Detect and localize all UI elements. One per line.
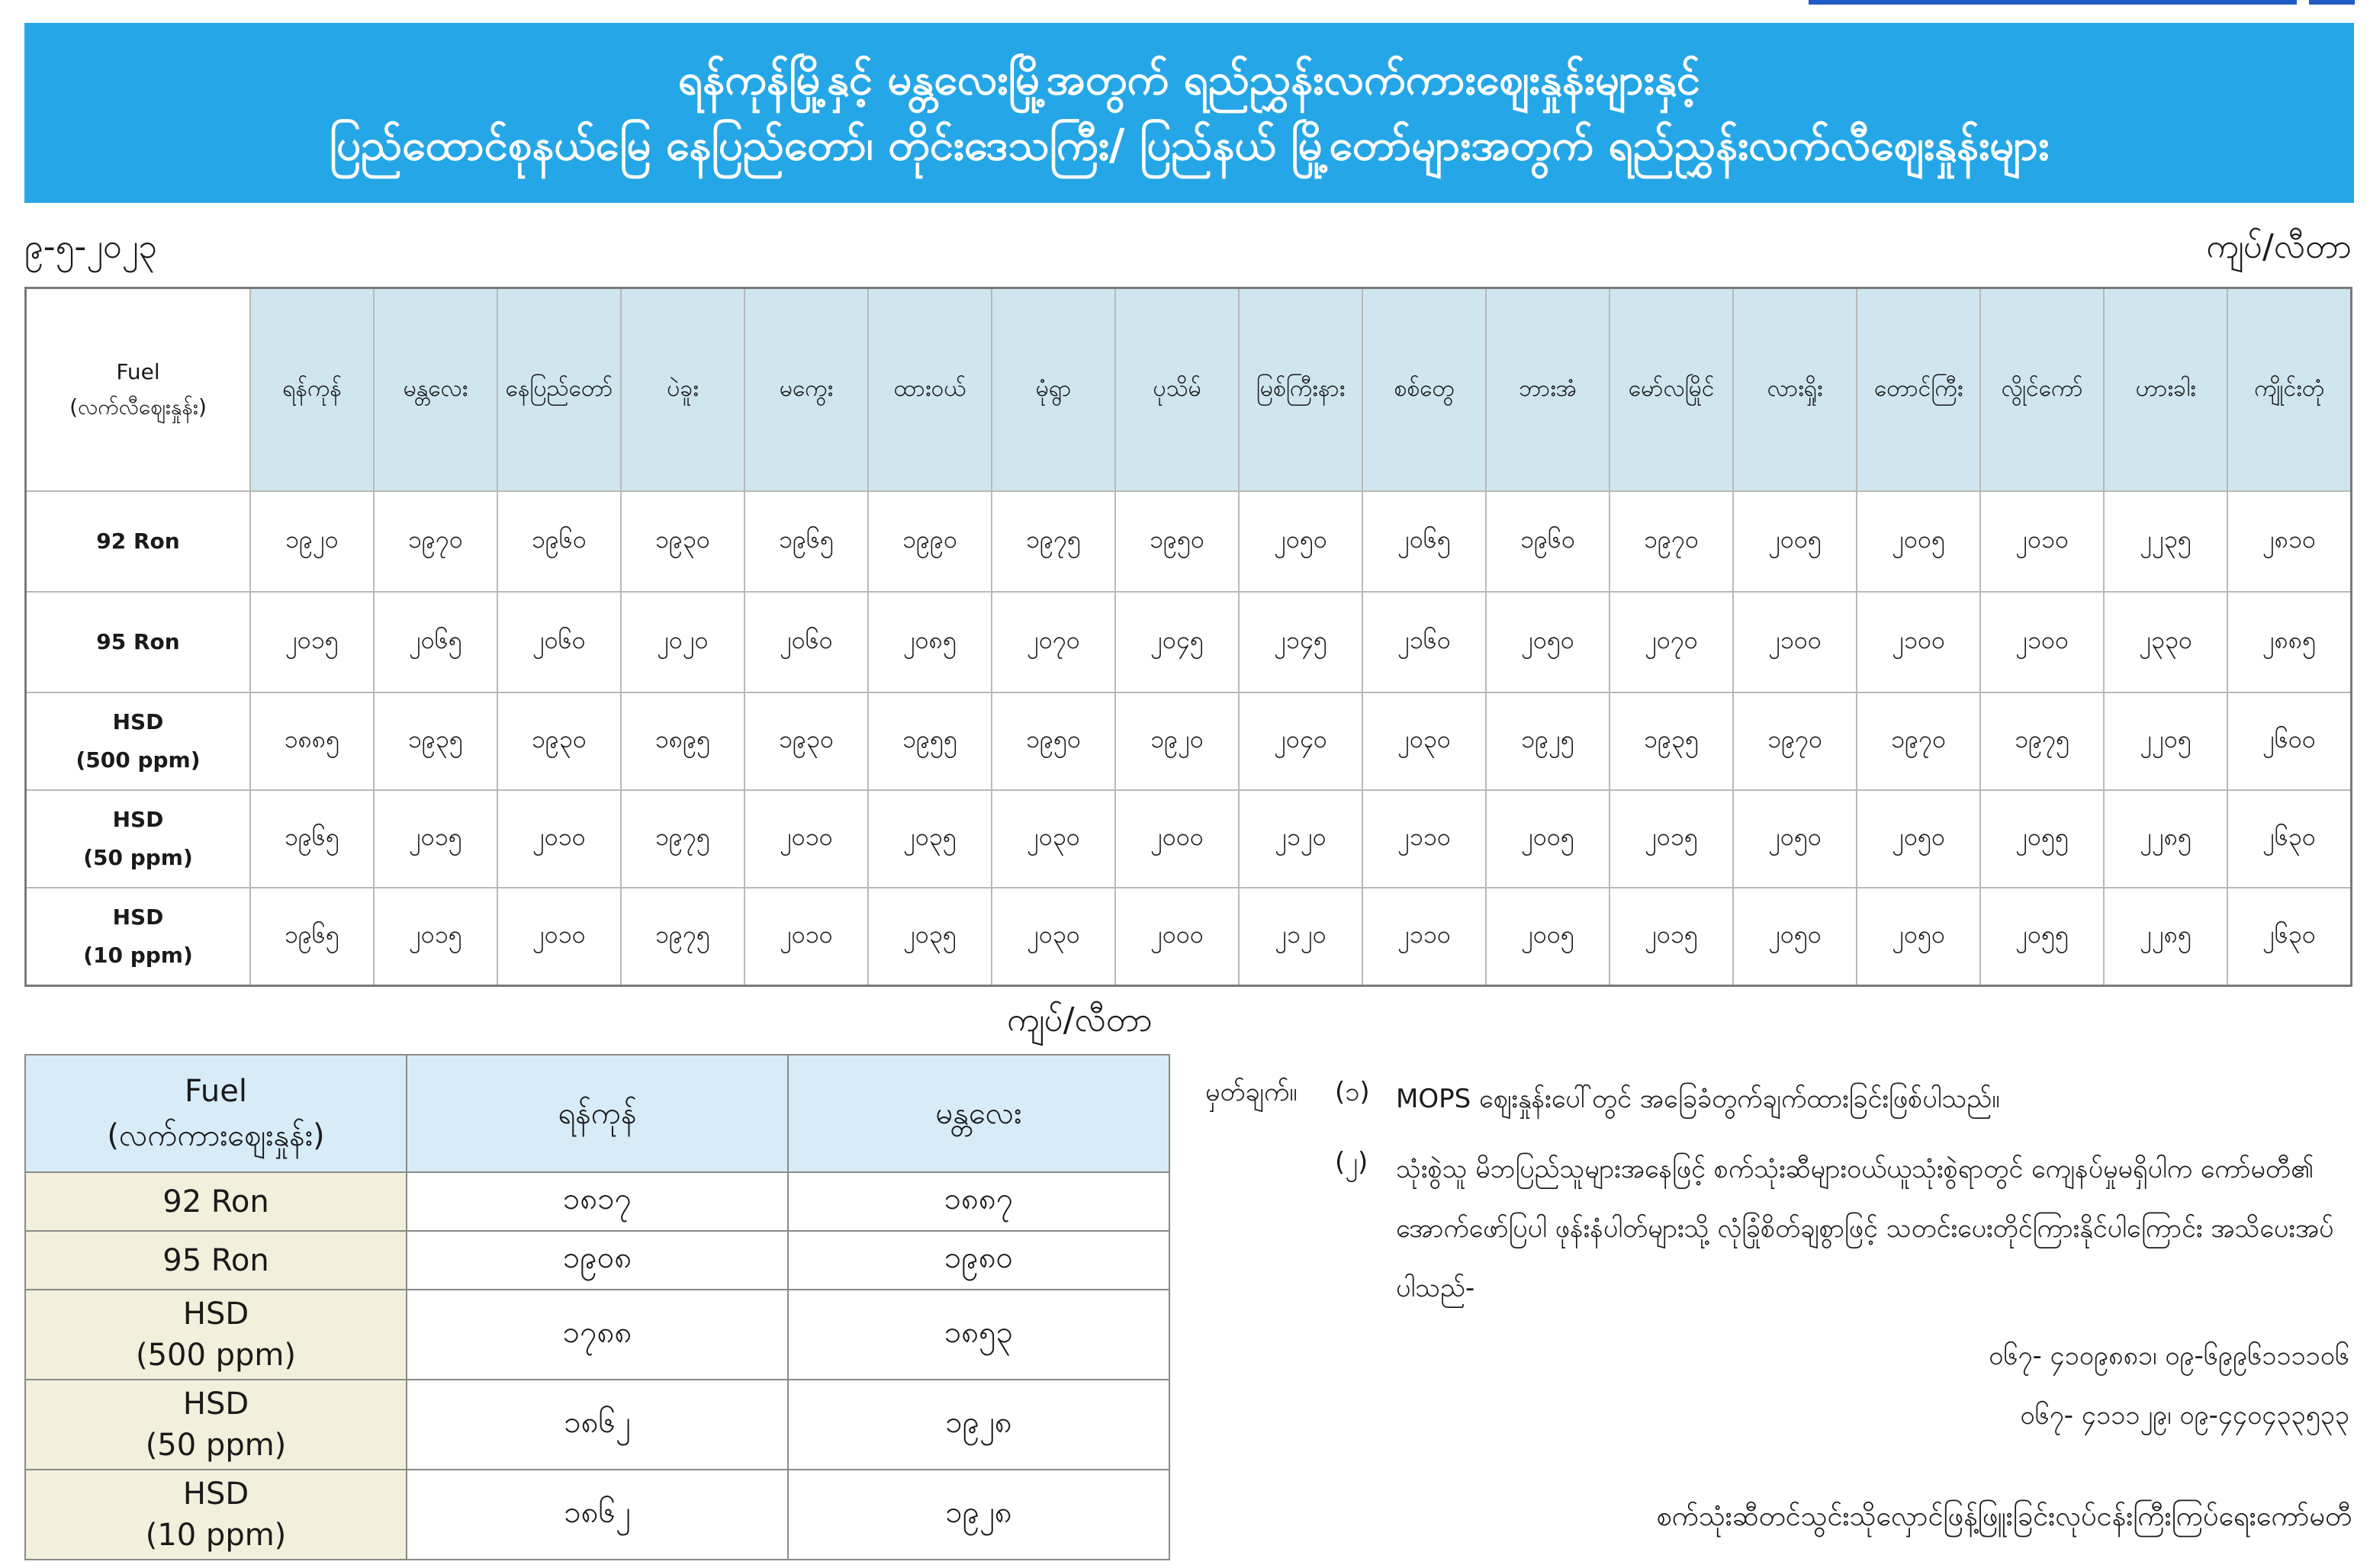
price-cell: ၂၁၀၀ (1857, 592, 1980, 692)
notes-section (1205, 1069, 2349, 1443)
price-cell: ၂၈၁၀ (2227, 491, 2351, 592)
fuel-label-line2: (50 ppm) (145, 1428, 287, 1463)
fuel-label-line2: (50 ppm) (83, 845, 193, 870)
city-header: ပဲခူး (621, 288, 744, 492)
price-cell: ၂၀၀၀ (1115, 888, 1239, 986)
price-cell: ၂၀၀၅ (1857, 491, 1980, 592)
table-row (26, 692, 2352, 790)
note-text: MOPS ဈေးနှုန်းပေါ်တွင် အခြေခံတွက်ချက်ထားခြင်းဖြစ်ပါသည်။ (1396, 1084, 2000, 1114)
price-cell: ၁၉၃၀ (621, 491, 744, 592)
price-cell: ၁၈၆၂ (407, 1470, 788, 1560)
fuel-label-line1: HSD (182, 1296, 249, 1332)
price-cell: ၂၀၈၅ (868, 592, 992, 692)
fuel-label (26, 692, 251, 790)
price-cell: ၁၉၃၀ (497, 692, 621, 790)
price-cell: ၁၉၉၀ (868, 491, 992, 592)
price-cell: ၁၉၂၀ (250, 491, 374, 592)
price-cell: ၂၁၀၀ (1733, 592, 1857, 692)
price-cell: ၁၉၂၈ (788, 1380, 1169, 1470)
fuel-label (25, 1290, 407, 1380)
price-cell: ၂၂၀၅ (2104, 692, 2227, 790)
price-cell: ၂၁၁၀ (1362, 790, 1486, 888)
title-banner (24, 23, 2354, 203)
city-header: ဘားအံ (1486, 288, 1609, 492)
fuel-label-line2: (500 ppm) (76, 747, 201, 773)
price-cell: ၁၉၇၀ (1733, 692, 1857, 790)
city-header: ဟားခါး (2104, 288, 2227, 492)
price-cell: ၂၈၈၅ (2227, 592, 2351, 692)
city-header: မုံရွာ (992, 288, 1115, 492)
price-cell: ၂၀၀၀ (1115, 790, 1239, 888)
fuel-label-line2: (500 ppm) (135, 1338, 297, 1373)
unit-label: ကျပ်/လီတာ (2206, 227, 2352, 266)
city-header: မော်လမြိုင် (1609, 288, 1733, 492)
fuel-label-line1: HSD (182, 1476, 249, 1512)
note-item-2 (1205, 1139, 2349, 1318)
city-header: မကွေး (744, 288, 868, 492)
price-cell: ၂၁၂၀ (1239, 888, 1362, 986)
price-cell: ၁၈၁၇ (407, 1172, 788, 1231)
price-cell: ၂၁၂၀ (1239, 790, 1362, 888)
fuel-label-line1: HSD (182, 1386, 249, 1422)
table-row (25, 1380, 1169, 1470)
price-cell: ၂၀၁၀ (1980, 491, 2104, 592)
price-cell: ၂၆၃၀ (2227, 790, 2351, 888)
phone-line-2: ၀၆၇- ၄၁၁၁၂၉၊ ၀၉-၄၄၀၄၃၃၅၃၃ (2020, 1400, 2349, 1431)
wholesale-header-row (25, 1055, 1169, 1172)
table-row (25, 1172, 1169, 1231)
price-cell: ၂၀၃၀ (992, 888, 1115, 986)
price-cell: ၁၉၇၅ (621, 888, 744, 986)
price-cell: ၂၀၁၅ (374, 888, 497, 986)
price-cell: ၁၉၆၅ (250, 888, 374, 986)
price-cell: ၁၉၅၀ (1115, 491, 1239, 592)
city-header: ရန်ကုန် (250, 288, 374, 492)
city-header: ကျိုင်းတုံ (2227, 288, 2351, 492)
table-row (25, 1290, 1169, 1380)
date-label: ၉-၅-၂၀၂၃ (24, 227, 157, 266)
price-cell: ၁၉၇၀ (374, 491, 497, 592)
fuel-label: 92 Ron (25, 1172, 407, 1231)
price-cell: ၂၆၀၀ (2227, 692, 2351, 790)
price-cell: ၂၀၄၅ (1115, 592, 1239, 692)
price-cell: ၂၀၁၅ (374, 790, 497, 888)
price-cell: ၂၀၆၀ (497, 592, 621, 692)
city-header: လွိုင်ကော် (1980, 288, 2104, 492)
price-cell: ၁၈၅၃ (788, 1290, 1169, 1380)
price-cell: ၁၉၇၀ (1857, 692, 1980, 790)
note-number: (၁) (1335, 1077, 1370, 1107)
wholesale-unit-label: ကျပ်/လီတာ (1007, 1001, 1153, 1039)
table-row (26, 888, 2352, 986)
fuel-label (25, 1380, 407, 1470)
title-line-1: ရန်ကုန်မြို့နှင့် မန္တလေးမြို့အတွက် ရည်ညွှန်းလက်ကားဈေးနှုန်းများနှင့် (677, 55, 1700, 104)
fuel-header: Fuel (116, 359, 160, 384)
price-cell: ၂၀၇၀ (992, 592, 1115, 692)
fuel-header-cell (26, 288, 251, 492)
price-cell: ၂၀၆၅ (374, 592, 497, 692)
city-header: စစ်တွေ (1362, 288, 1486, 492)
price-cell: ၂၀၅၅ (1980, 790, 2104, 888)
price-cell: ၁၉၇၅ (992, 491, 1115, 592)
city-header: မြစ်ကြီးနား (1239, 288, 1362, 492)
fuel-label: 92 Ron (26, 491, 251, 592)
price-cell: ၂၀၇၀ (1609, 592, 1733, 692)
price-cell: ၁၉၃၅ (1609, 692, 1733, 790)
note-text: သုံးစွဲသူ မိဘပြည်သူများအနေဖြင့် စက်သုံးဆီများဝယ်ယူသုံးစွဲရာတွင် ကျေနပ်မှုမရှိပါက ကော်မတီ၏ အောက်ဖော်ပြပါ ဖုန်းနံပါတ်များသို့ လုံခြုံစိတ်ချစွာဖြင့် သတင်းပေးတိုင်ကြားနိုင်ပါကြောင်း အသိပေးအပ်ပါသည်- (1396, 1154, 2334, 1303)
price-cell: ၁၉၇၅ (621, 790, 744, 888)
price-cell: ၂၀၃၀ (992, 790, 1115, 888)
wholesale-price-table (24, 1054, 1170, 1560)
price-cell: ၁၉၈၀ (788, 1231, 1169, 1290)
price-cell: ၂၀၃၅ (868, 888, 992, 986)
price-cell: ၁၉၂၀ (1115, 692, 1239, 790)
price-cell: ၂၁၄၅ (1239, 592, 1362, 692)
price-cell: ၂၀၅၀ (1857, 888, 1980, 986)
price-cell: ၂၂၃၅ (2104, 491, 2227, 592)
price-cell: ၂၀၆၅ (1362, 491, 1486, 592)
price-cell: ၂၃၃၀ (2104, 592, 2227, 692)
table-row (26, 790, 2352, 888)
price-cell: ၁၉၂၅ (1486, 692, 1609, 790)
price-cell: ၁၉၅၅ (868, 692, 992, 790)
price-cell: ၂၀၀၅ (1486, 790, 1609, 888)
table-row (25, 1231, 1169, 1290)
title-line-2: ပြည်ထောင်စုနယ်မြေ နေပြည်တော်၊ တိုင်းဒေသကြီး/ ပြည်နယ် မြို့တော်များအတွက် ရည်ညွှန်းလက်လီဈေးနှုန်းများ (329, 120, 2050, 170)
city-header: တောင်ကြီး (1857, 288, 1980, 492)
price-cell: ၂၀၅၀ (1239, 491, 1362, 592)
price-cell: ၂၀၁၀ (744, 790, 868, 888)
city-header: လားရှိုး (1733, 288, 1857, 492)
city-header: ပုသိမ် (1115, 288, 1239, 492)
price-cell: ၁၉၃၅ (374, 692, 497, 790)
fuel-label (25, 1470, 407, 1560)
price-cell: ၂၀၁၀ (497, 790, 621, 888)
price-cell: ၁၈၈၅ (250, 692, 374, 790)
fuel-label (26, 790, 251, 888)
price-cell: ၁၉၆၅ (744, 491, 868, 592)
price-cell: ၁၈၆၂ (407, 1380, 788, 1470)
fuel-label (26, 888, 251, 986)
price-cell: ၁၈၈၇ (788, 1172, 1169, 1231)
fuel-label-line1: HSD (112, 807, 164, 832)
price-cell: ၂၀၃၅ (868, 790, 992, 888)
city-header: မန္တလေး (788, 1055, 1169, 1172)
price-cell: ၂၀၅၀ (1733, 790, 1857, 888)
price-cell: ၂၀၁၀ (744, 888, 868, 986)
fuel-label-line1: HSD (112, 904, 164, 930)
price-cell: ၂၀၀၅ (1733, 491, 1857, 592)
price-cell: ၂၀၆၀ (744, 592, 868, 692)
price-cell: ၂၀၃၀ (1362, 692, 1486, 790)
price-cell: ၂၀၄၀ (1239, 692, 1362, 790)
price-cell: ၂၀၁၅ (1609, 888, 1733, 986)
retail-header-row (26, 288, 2352, 492)
price-cell: ၁၉၇၅ (1980, 692, 2104, 790)
price-cell: ၂၀၁၅ (1609, 790, 1733, 888)
city-header: ရန်ကုန် (407, 1055, 788, 1172)
fuel-subheader: (လက်လီဈေးနှုန်း) (69, 394, 207, 419)
price-cell: ၁၉၂၈ (788, 1470, 1169, 1560)
price-cell: ၁၉၇၀ (1609, 491, 1733, 592)
retail-price-table (24, 287, 2352, 987)
fuel-header: Fuel (185, 1074, 247, 1109)
fuel-label-line2: (10 ppm) (145, 1518, 287, 1553)
city-header: နေပြည်တော် (497, 288, 621, 492)
top-decoration (1775, 0, 2355, 5)
price-cell: ၂၀၅၀ (1857, 790, 1980, 888)
notes-label: မှတ်ချက်။ (1205, 1077, 1298, 1107)
city-header: မန္တလေး (374, 288, 497, 492)
fuel-label: 95 Ron (26, 592, 251, 692)
city-header: ထားဝယ် (868, 288, 992, 492)
fuel-subheader: (လက်ကားဈေးနှုန်း) (107, 1118, 325, 1153)
price-cell: ၂၁၀၀ (1980, 592, 2104, 692)
fuel-label-line1: HSD (112, 709, 164, 734)
price-cell: ၂၁၁၀ (1362, 888, 1486, 986)
fuel-label-line2: (10 ppm) (83, 943, 193, 968)
price-cell: ၁၇၈၈ (407, 1290, 788, 1380)
price-cell: ၁၉၆၀ (1486, 491, 1609, 592)
note-item-1 (1205, 1069, 2349, 1129)
price-cell: ၁၉၆၅ (250, 790, 374, 888)
price-cell: ၁၉၅၀ (992, 692, 1115, 790)
fuel-header-cell (25, 1055, 407, 1172)
price-cell: ၁၉၀၈ (407, 1231, 788, 1290)
price-cell: ၂၀၁၅ (250, 592, 374, 692)
price-cell: ၂၂၈၅ (2104, 888, 2227, 986)
table-row (26, 592, 2352, 692)
note-number: (၂) (1335, 1147, 1368, 1178)
price-cell: ၂၀၅၀ (1733, 888, 1857, 986)
price-cell: ၂၁၆၀ (1362, 592, 1486, 692)
table-row (26, 491, 2352, 592)
price-cell: ၂၀၁၀ (497, 888, 621, 986)
price-cell: ၂၀၂၀ (621, 592, 744, 692)
price-cell: ၂၆၃၀ (2227, 888, 2351, 986)
committee-name: စက်သုံးဆီတင်သွင်းသိုလှောင်ဖြန့်ဖြူးခြင်းလုပ်ငန်းကြီးကြပ်ရေးကော်မတီ (1656, 1501, 2352, 1532)
price-cell: ၂၂၈၅ (2104, 790, 2227, 888)
price-cell: ၂၀၀၅ (1486, 888, 1609, 986)
price-cell: ၁၈၉၅ (621, 692, 744, 790)
price-cell: ၂၀၅၀ (1486, 592, 1609, 692)
price-cell: ၁၉၃၀ (744, 692, 868, 790)
table-row (25, 1470, 1169, 1560)
price-cell: ၂၀၅၅ (1980, 888, 2104, 986)
price-cell: ၁၉၆၀ (497, 491, 621, 592)
phone-line-1: ၀၆၇- ၄၁၀၉၈၈၁၊ ၀၉-၆၉၉၆၁၁၁၁၀၆ (1989, 1341, 2349, 1371)
fuel-label: 95 Ron (25, 1231, 407, 1290)
